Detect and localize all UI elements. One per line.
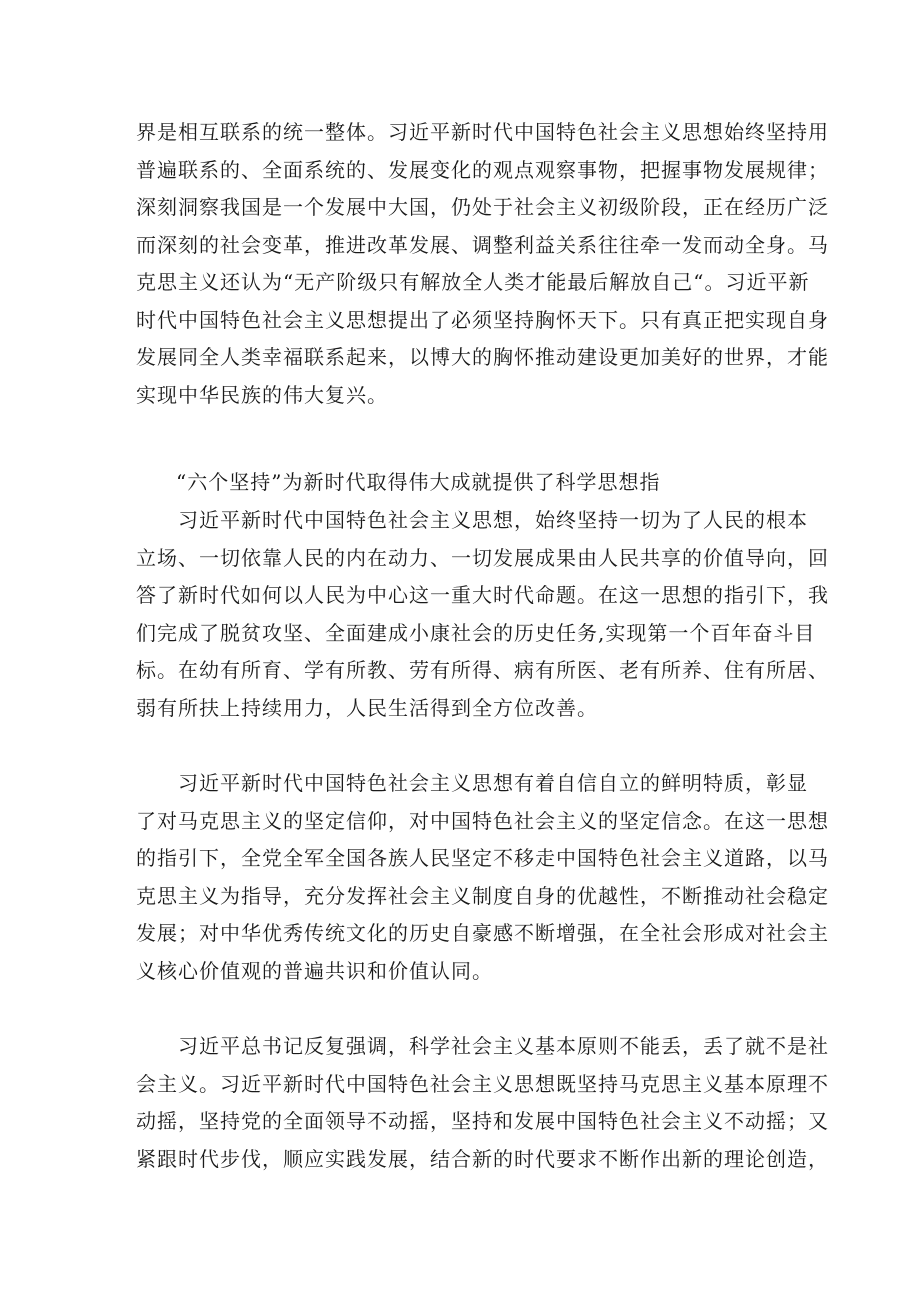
section-heading: “六个坚持”为新时代取得伟大成就提供了科学思想指 [176, 470, 661, 494]
text-line: 义核心价值观的普遍共识和价值认同。 [136, 958, 493, 983]
text-line: 实现中华民族的伟大复兴。 [136, 382, 388, 407]
text-line: 深刻洞察我国是一个发展中大国，仍处于社会主义初级阶段，正在经历广泛 [136, 195, 829, 219]
text-line: 弱有所扶上持续用力，人民生活得到全方位改善。 [136, 695, 598, 720]
text-line: 了对马克思主义的坚定信仰，对中国特色社会主义的坚定信念。在这一思想 [136, 808, 829, 833]
text-line: 克思主义为指导，充分发挥社会主义制度自身的优越性，不断推动社会稳定 [136, 883, 829, 908]
text-line: 立场、一切依靠人民的内在动力、一切发展成果由人民共享的价值导向，回 [136, 545, 829, 570]
section-heading-block [136, 464, 796, 502]
paragraph-1 [136, 114, 829, 414]
paragraph-4 [136, 1028, 829, 1178]
text-line: 的指引下，全党全军全国各族人民坚定不移走中国特色社会主义道路，以马 [136, 846, 829, 870]
text-line: 紧跟时代步伐，顺应实践发展，结合新的时代要求不断作出新的理论创造， [136, 1146, 829, 1171]
text-line: 克思主义还认为“无产阶级只有解放全人类才能最后解放自己“。习近平新 [136, 270, 810, 294]
text-line: 普遍联系的、全面系统的、发展变化的观点观察事物，把握事物发展规律； [136, 157, 829, 182]
text-line: 习近平总书记反复强调，科学社会主义基本原则不能丢，丢了就不是社 [178, 1034, 829, 1058]
text-line: 发展；对中华优秀传统文化的历史自豪感不断增强，在全社会形成对社会主 [136, 921, 829, 945]
text-line: 发展同全人类幸福联系起来，以博大的胸怀推动建设更加美好的世界，才能 [136, 345, 829, 369]
text-line: 习近平新时代中国特色社会主义思想，始终坚持一切为了人民的根本 [178, 508, 808, 532]
text-line: 会主义。习近平新时代中国特色社会主义思想既坚持马克思主义基本原理不 [136, 1071, 829, 1096]
text-line: 界是相互联系的统一整体。习近平新时代中国特色社会主义思想始终坚持用 [136, 120, 829, 144]
text-line: 动摇，坚持党的全面领导不动摇，坚持和发展中国特色社会主义不动摇；又 [136, 1109, 829, 1133]
text-line: 时代中国特色社会主义思想提出了必须坚持胸怀天下。只有真正把实现自身 [136, 307, 829, 332]
text-line: 们完成了脱贫攻坚、全面建成小康社会的历史任务,实现第一个百年奋斗目 [136, 620, 816, 645]
text-line: 答了新时代如何以人民为中心这一重大时代命题。在这一思想的指引下，我 [136, 583, 829, 607]
paragraph-2 [136, 502, 829, 727]
text-line: 习近平新时代中国特色社会主义思想有着自信自立的鲜明特质，彰显 [178, 771, 808, 795]
paragraph-3 [136, 765, 829, 990]
text-line: 而深刻的社会变革，推进改革发展、调整利益关系往往牵一发而动全身。马 [136, 232, 829, 257]
text-line: 标。在幼有所育、学有所教、劳有所得、病有所医、老有所养、住有所居、 [136, 658, 829, 682]
